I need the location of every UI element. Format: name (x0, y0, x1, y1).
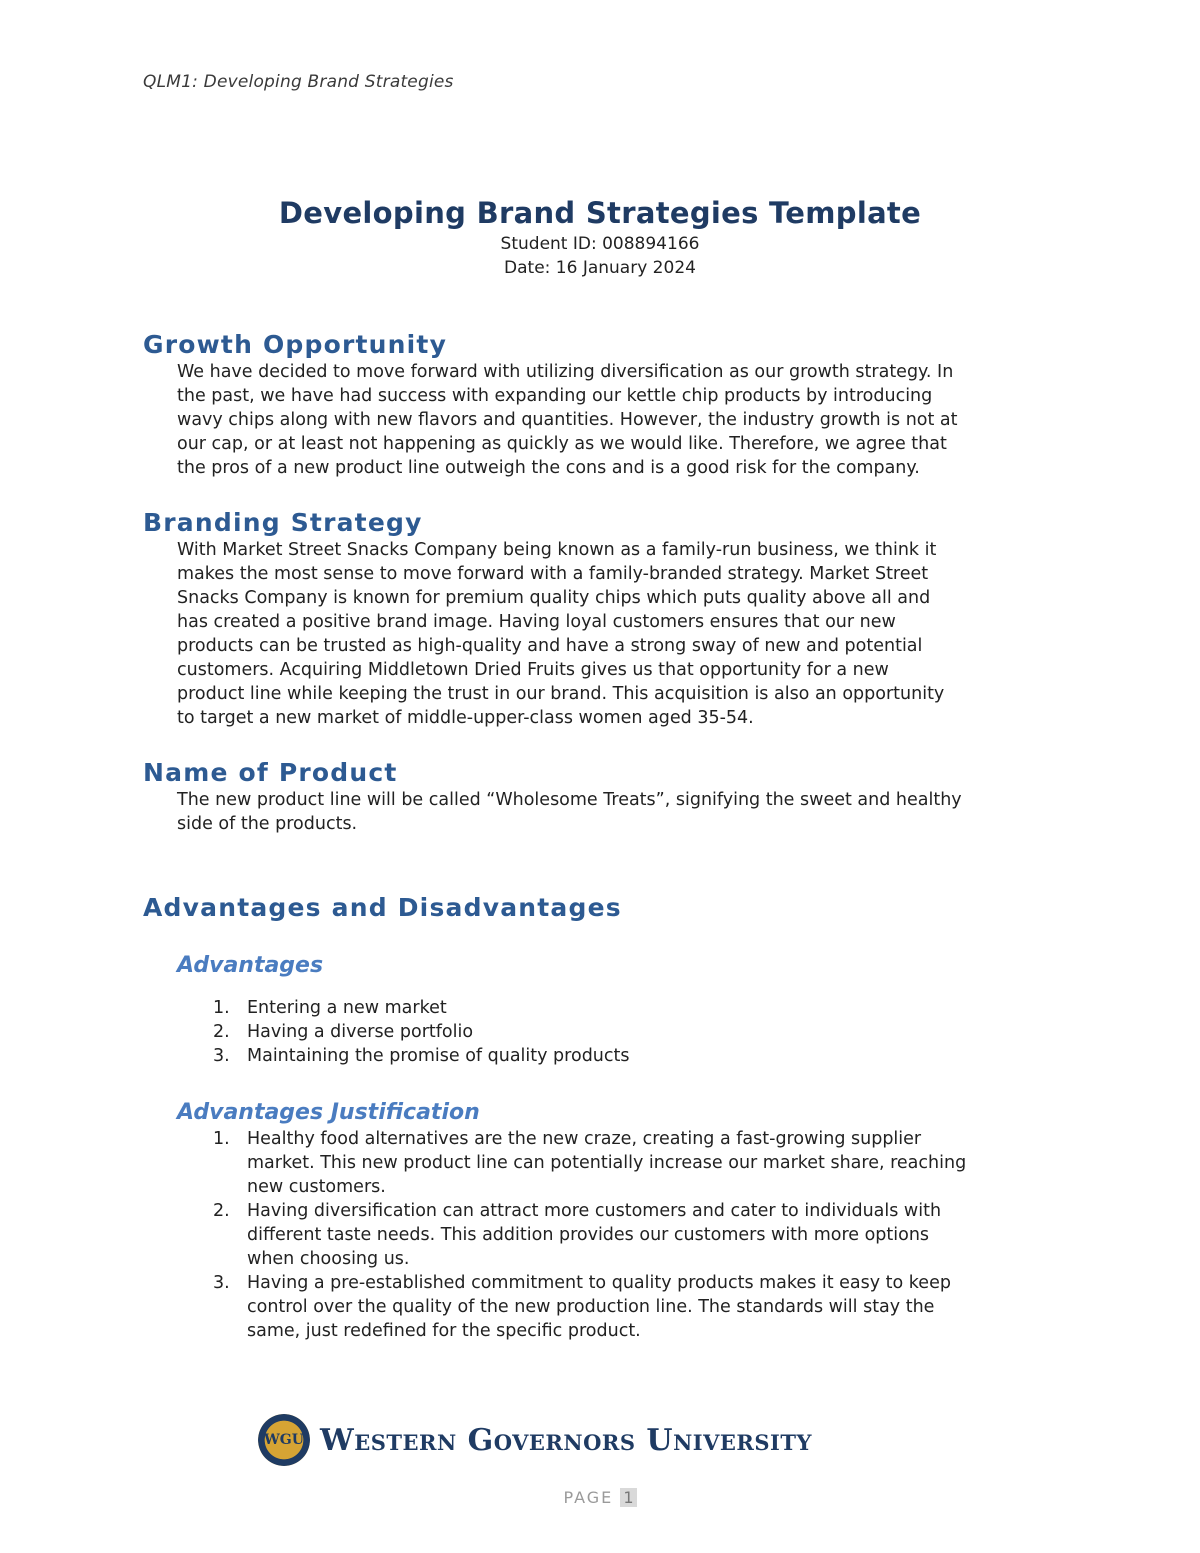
page-label: PAGE (563, 1488, 614, 1507)
section-advantages-disadvantages (143, 893, 1073, 1343)
wgu-wordmark: Western Governors University (320, 1422, 812, 1458)
text-line: With Market Street Snacks Company being known as a family-run business, we think it (177, 540, 937, 560)
adv-disadv-heading: Advantages and Disadvantages (143, 893, 622, 922)
page-footer (0, 1488, 1200, 1507)
text-line: product line while keeping the trust in our brand. This acquisition is also an opportunity (177, 684, 945, 704)
text-line: the past, we have had success with expanding our kettle chip products by introducing (177, 386, 933, 406)
advantages-heading: Advantages (177, 953, 324, 978)
running-header: QLM1: Developing Brand Strategies (143, 72, 454, 92)
branding-heading: Branding Strategy (143, 508, 423, 537)
text-line: customers. Acquiring Middletown Dried Fruits gives us that opportunity for a new (177, 660, 889, 680)
title-block (0, 196, 1200, 280)
section-branding-strategy (143, 508, 1073, 730)
advantages-list (177, 996, 1067, 1068)
text-line: Snacks Company is known for premium quality chips which puts quality above all and (177, 588, 931, 608)
text-line: side of the products. (177, 814, 358, 834)
page-number: 1 (620, 1488, 636, 1507)
growth-heading: Growth Opportunity (143, 330, 448, 359)
product-name-paragraph (177, 788, 1067, 836)
text-line: to target a new market of middle-upper-class women aged 35-54. (177, 708, 754, 728)
text-line: wavy chips along with new flavors and quantities. However, the industry growth is not at (177, 410, 958, 430)
text-line: The new product line will be called “Wholesome Treats”, signifying the sweet and healthy (177, 790, 962, 810)
text-line: the pros of a new product line outweigh the cons and is a good risk for the company. (177, 458, 920, 478)
list-item: 2. Having diversification can attract more customers and cater to individuals with different taste needs. This addition provides our customers with more options when choosing us. (213, 1201, 942, 1269)
document-date: Date: 16 January 2024 (504, 258, 696, 278)
list-item: 2. Having a diverse portfolio (213, 1022, 474, 1042)
justification-list (177, 1127, 1067, 1343)
justification-heading: Advantages Justification (177, 1100, 480, 1125)
wgu-logo (258, 1412, 908, 1468)
text-line: products can be trusted as high-quality and have a strong sway of new and potential (177, 636, 923, 656)
list-item: 3. Maintaining the promise of quality products (213, 1046, 630, 1066)
list-item: 1. Entering a new market (213, 998, 447, 1018)
document-title: Developing Brand Strategies Template (278, 196, 922, 230)
section-growth-opportunity (143, 330, 1073, 480)
branding-paragraph (177, 538, 1067, 730)
text-line: makes the most sense to move forward with a family-branded strategy. Market Street (177, 564, 929, 584)
text-line: has created a positive brand image. Having loyal customers ensures that our new (177, 612, 896, 632)
wgu-seal-icon: WGU (258, 1414, 310, 1466)
growth-paragraph (177, 360, 1067, 480)
list-item: 3. Having a pre-established commitment to quality products makes it easy to keep control over the quality of the new production line. The standards will stay the same, just redefined for the specific product. (213, 1273, 951, 1341)
list-item: 1. Healthy food alternatives are the new craze, creating a fast-growing supplier market. This new product line can potentially increase our market share, reaching new customers. (213, 1129, 967, 1197)
section-name-of-product (143, 758, 1073, 836)
text-line: We have decided to move forward with utilizing diversification as our growth strategy. In (177, 362, 954, 382)
text-line: our cap, or at least not happening as quickly as we would like. Therefore, we agree that (177, 434, 947, 454)
student-id: Student ID: 008894166 (500, 234, 700, 254)
product-name-heading: Name of Product (143, 758, 398, 787)
